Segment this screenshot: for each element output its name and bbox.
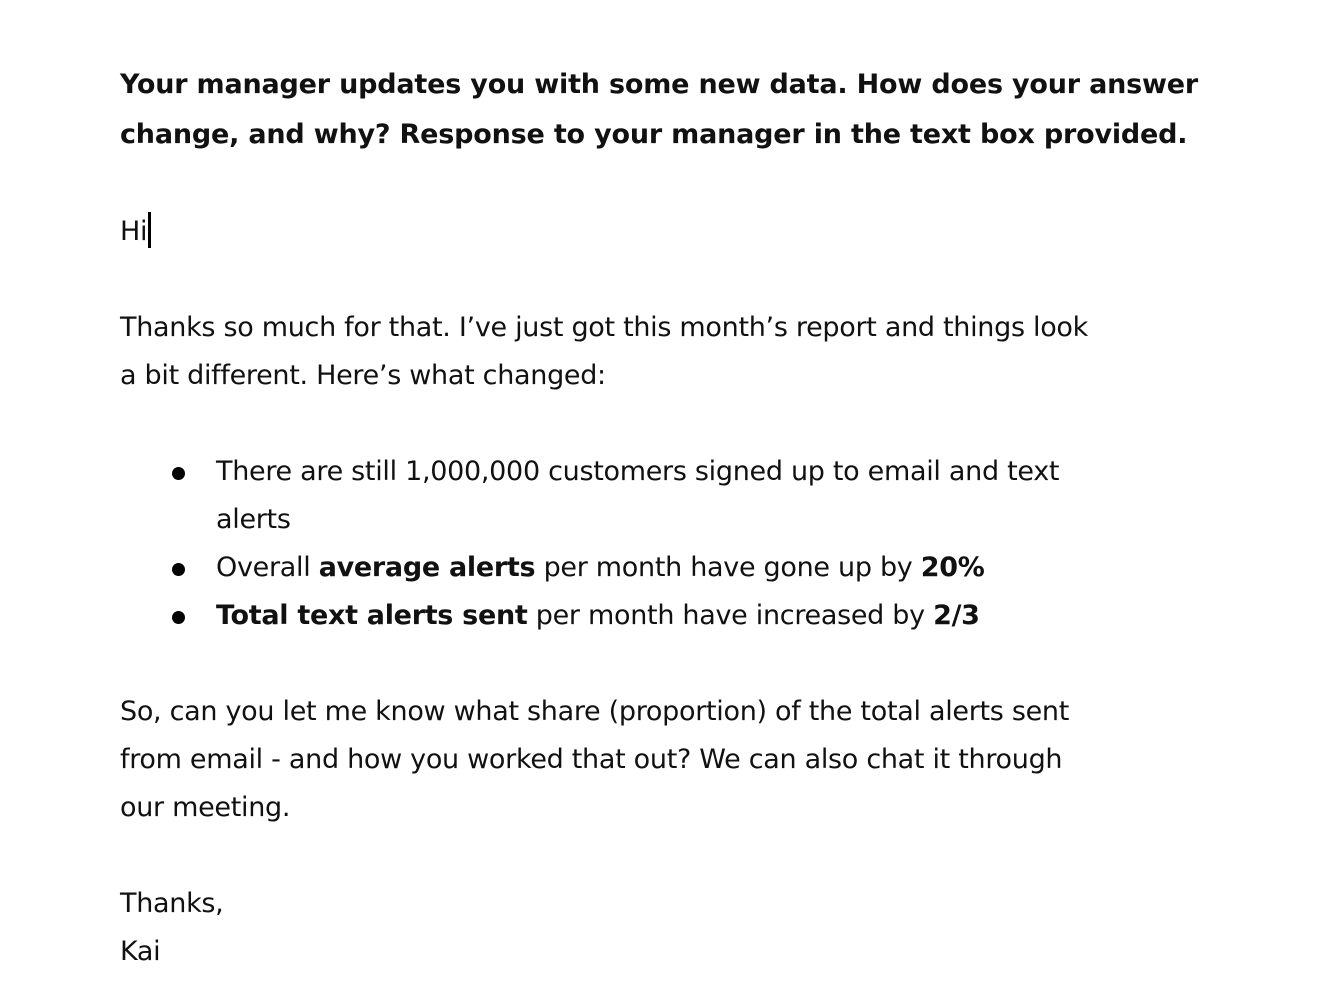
response-text-box[interactable] — [120, 208, 1200, 256]
text-cursor — [148, 212, 151, 248]
greeting-text: Hi — [120, 216, 148, 247]
question-line-1: So, can you let me know what share (proportion) of the total alerts sent — [120, 696, 1070, 727]
email-question — [120, 688, 1200, 832]
signoff-closing: Thanks, — [120, 888, 224, 919]
list-item — [120, 544, 1200, 592]
bullet-2-bold-value: 20% — [920, 552, 985, 583]
task-prompt — [120, 60, 1200, 160]
bullet-2-pre: Overall — [216, 552, 319, 583]
list-item — [120, 592, 1200, 640]
bullet-3-bold-term: Total text alerts sent — [216, 600, 528, 631]
bullet-icon — [172, 467, 185, 480]
greeting-line[interactable] — [120, 208, 1200, 256]
bullet-2-bold-term: average alerts — [318, 552, 536, 583]
bullet-3-bold-value: 2/3 — [933, 600, 980, 631]
bullet-icon — [172, 611, 185, 624]
bullet-2-text — [216, 544, 1200, 592]
question-line-3: our meeting. — [120, 792, 291, 823]
intro-line-2: a bit different. Here’s what changed: — [120, 360, 606, 391]
bullet-3-mid: per month have increased by — [527, 600, 934, 631]
bullet-icon — [172, 563, 185, 576]
email-signoff — [120, 880, 1200, 976]
signoff-name: Kai — [120, 936, 161, 967]
changes-list — [120, 448, 1200, 640]
prompt-line-2: change, and why? Response to your manager in the text box provided. — [120, 119, 1188, 150]
list-item — [120, 448, 1200, 544]
bullet-1-line-1: There are still 1,000,000 customers signed up to email and text — [216, 456, 1060, 487]
document-page — [120, 60, 1200, 976]
question-line-2: from email - and how you worked that out? We can also chat it through — [120, 744, 1063, 775]
bullet-1-line-2: alerts — [216, 504, 291, 535]
intro-line-1: Thanks so much for that. I’ve just got this month’s report and things look — [120, 312, 1088, 343]
bullet-3-text — [216, 592, 1200, 640]
prompt-line-1: Your manager updates you with some new data. How does your answer — [120, 69, 1198, 100]
email-intro — [120, 304, 1200, 400]
bullet-2-mid: per month have gone up by — [535, 552, 921, 583]
